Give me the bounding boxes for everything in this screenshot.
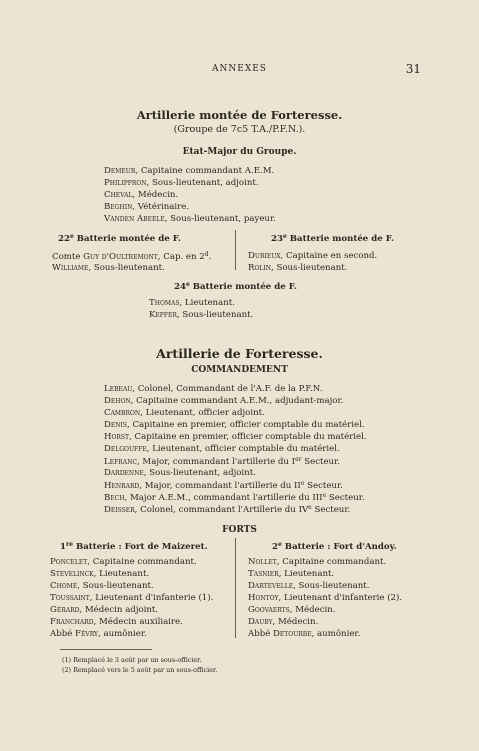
list-item: Cheval, Médecin. (104, 190, 179, 200)
list-item: Horst, Capitaine en premier, officier comptable du matériel. (104, 432, 367, 442)
list-item: Vanden Abeele, Sous-lieutenant, payeur. (104, 214, 276, 224)
list-item: Abbé Févry, aumônier. (50, 629, 147, 639)
list-item: Stevelinck, Lieutenant. (50, 569, 150, 579)
battery-2-heading: 2e Batterie : Fort d'Andoy. (272, 541, 397, 552)
list-item: Nollet, Capitaine commandant. (248, 557, 387, 567)
section1-title: Artillerie montée de Forteresse. (136, 108, 343, 122)
list-item: Abbé Detourbe, aumônier. (248, 629, 361, 639)
list-item: Beghin, Vétérinaire. (104, 202, 190, 212)
staff-heading: Etat-Major du Groupe. (182, 147, 297, 157)
page-number: 31 (405, 62, 421, 76)
list-item: Thomas, Lieutenant. (149, 298, 235, 308)
list-item: Toussaint, Lieutenant d'infanterie (1). (50, 593, 214, 603)
battery-22-heading: 22e Batterie montée de F. (58, 233, 181, 244)
list-item: Delgouffe, Lieutenant, officier comptable du matériel. (104, 444, 340, 454)
footnote: (2) Remplacé vers le 5 août par un sous-officier. (62, 666, 218, 674)
header-title: ANNEXES (212, 64, 267, 74)
list-item: Tasnier, Lieutenant. (248, 569, 335, 579)
battery-23-heading: 23e Batterie montée de F. (271, 233, 394, 244)
footnote: (1) Remplacé le 3 août par un sous-officier. (62, 656, 202, 664)
list-item: Williame, Sous-lieutenant. (52, 263, 165, 273)
command-heading: COMMANDEMENT (191, 365, 288, 375)
running-header (0, 64, 479, 78)
list-item: Lebeau, Colonel, Commandant de l'A.F. de la P.F.N. (104, 384, 323, 394)
list-item: Bech, Major A.E.M., commandant l'artillerie du IIIe Secteur. (104, 492, 365, 503)
list-item: Henrard, Major, commandant l'artillerie du IIe Secteur. (104, 480, 343, 491)
list-item: Hontoy, Lieutenant d'infanterie (2). (248, 593, 403, 603)
list-item: Goovaerts, Médecin. (248, 605, 336, 615)
list-item: Deisser, Colonel, commandant l'Artillerie du IVe Secteur. (104, 504, 351, 515)
list-item: Cambron, Lieutenant, officier adjoint. (104, 408, 265, 418)
list-item: Dehon, Capitaine commandant A.E.M., adjudant-major. (104, 396, 344, 406)
list-item: Kepfer, Sous-lieutenant. (149, 310, 254, 320)
list-item: Dartevelle, Sous-lieutenant. (248, 581, 370, 591)
list-item: Denis, Capitaine en premier, officier comptable du matériel. (104, 420, 365, 430)
list-item: Poncelet, Capitaine commandant. (50, 557, 197, 567)
forts-heading: FORTS (222, 525, 257, 535)
list-item: Lefranc, Major, commandant l'artillerie du Ier Secteur. (104, 456, 340, 467)
list-item: Franchard, Médecin auxiliaire. (50, 617, 183, 627)
column-divider (235, 538, 236, 638)
section2-title: Artillerie de Forteresse. (156, 346, 323, 361)
section1-subtitle: (Groupe de 7c5 T.A./P.F.N.). (173, 124, 306, 135)
footnote-rule (60, 649, 152, 650)
list-item: Philippron, Sous-lieutenant, adjoint. (104, 178, 259, 188)
list-item: Dauby, Médecin. (248, 617, 319, 627)
list-item: Rolin, Sous-lieutenant. (248, 263, 348, 273)
list-item: Comte Guy d'Oultremont, Cap. en 2$^d$. (52, 251, 212, 262)
list-item: Dardenne, Sous-lieutenant, adjoint. (104, 468, 256, 478)
list-item: Durieux, Capitaine en second. (248, 251, 378, 261)
column-divider (235, 230, 236, 270)
list-item: Chome, Sous-lieutenant. (50, 581, 154, 591)
battery-24-heading: 24e Batterie montée de F. (174, 281, 297, 292)
list-item: Demeur, Capitaine commandant A.E.M. (104, 166, 275, 176)
battery-1-heading: 1re Batterie : Fort de Maizeret. (60, 541, 208, 552)
list-item: Gérard, Médecin adjoint. (50, 605, 159, 615)
